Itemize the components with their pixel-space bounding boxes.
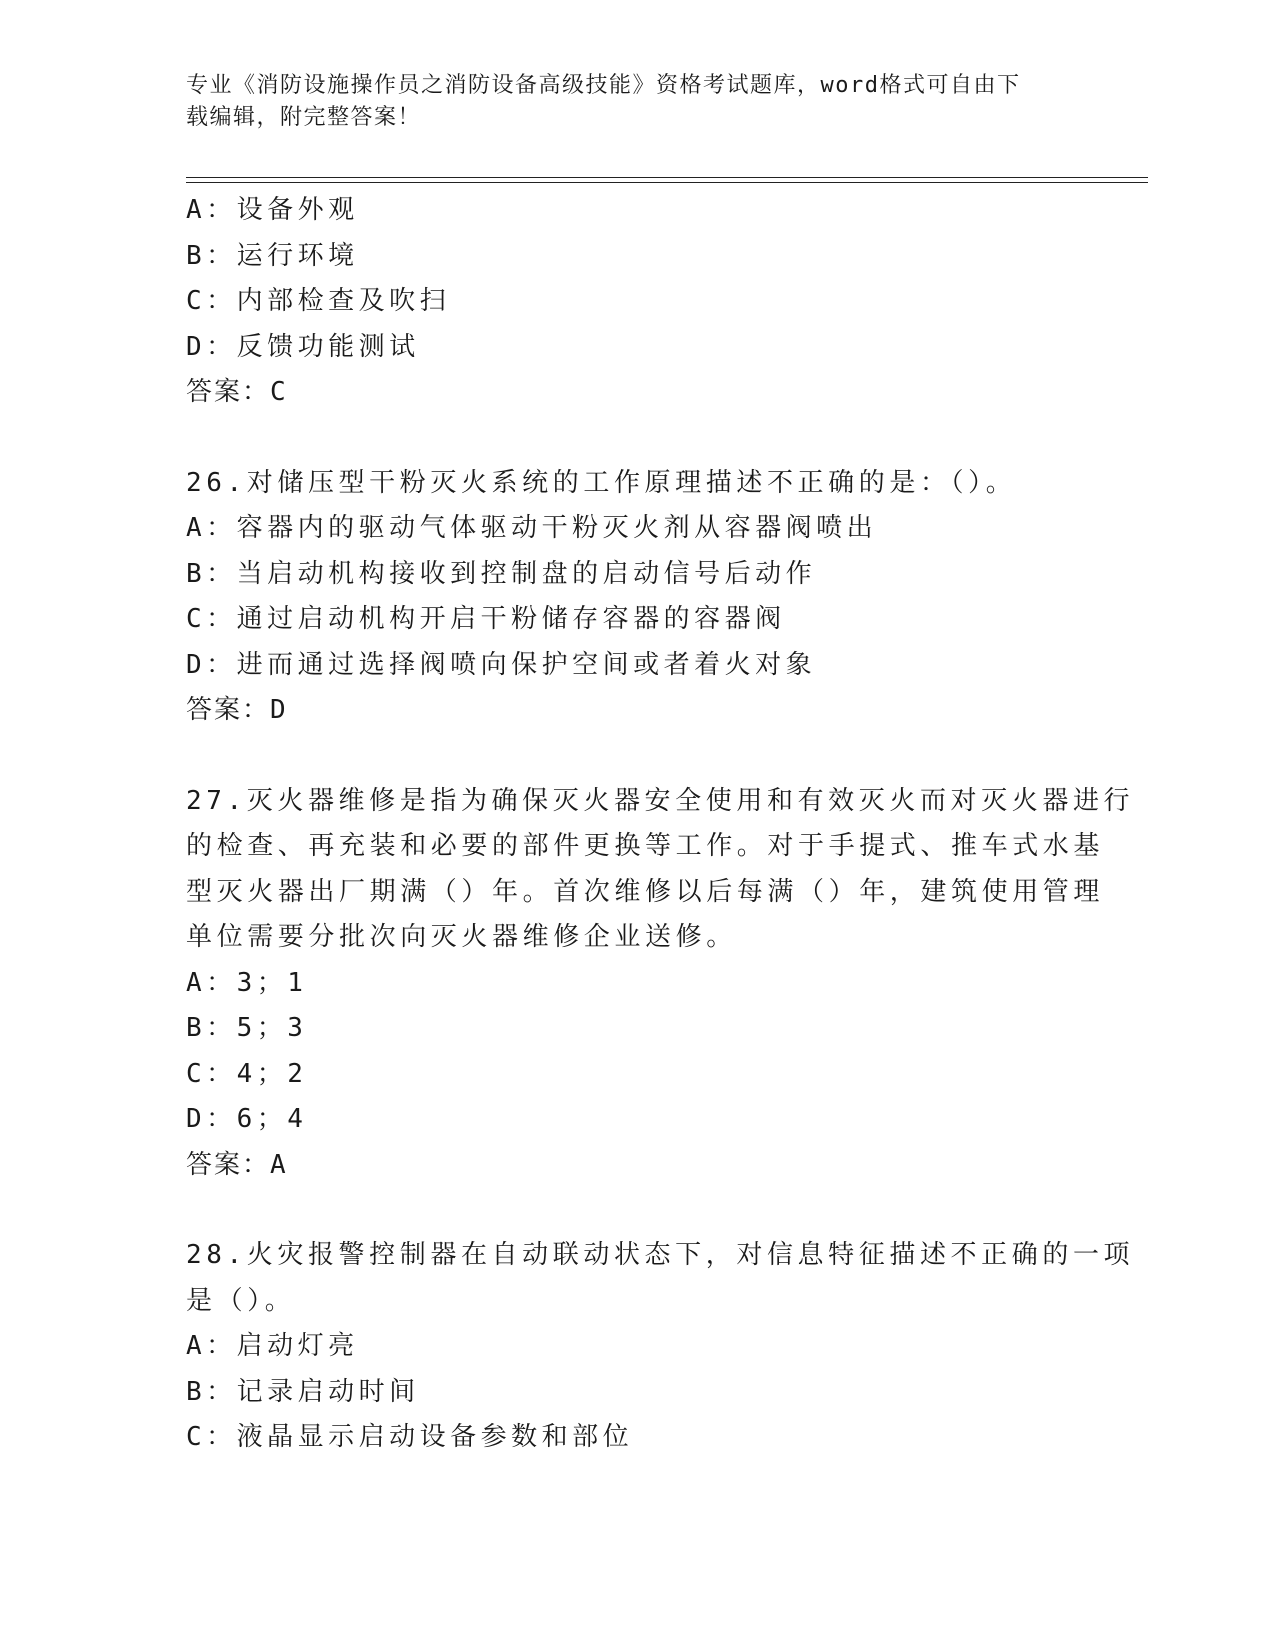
- option-b: B：记录启动时间: [186, 1376, 420, 1407]
- option-c: C：4；2: [186, 1058, 308, 1089]
- question-text-line-4: 单位需要分批次向灭火器维修企业送修。: [186, 922, 737, 952]
- answer: 答案：C: [186, 377, 288, 407]
- question-text-line-2: 的检查、再充装和必要的部件更换等工作。对于手提式、推车式水基: [186, 831, 1105, 861]
- question-text-line-3: 型灭火器出厂期满（）年。首次维修以后每满（）年，建筑使用管理: [186, 876, 1105, 907]
- option-c: C：液晶显示启动设备参数和部位: [186, 1422, 634, 1452]
- question-list: [186, 188, 1135, 1461]
- option-d: D：反馈功能测试: [186, 331, 420, 362]
- option-a: A：启动灯亮: [186, 1331, 359, 1361]
- option-b: B：当启动机构接收到控制盘的启动信号后动作: [186, 558, 817, 589]
- document-header: [186, 70, 1066, 134]
- question-text-line-1: 27.灭火器维修是指为确保灭火器安全使用和有效灭火而对灭火器进行: [186, 785, 1135, 816]
- option-b: B：运行环境: [186, 240, 359, 271]
- question-text-line-1: 28.火灾报警控制器在自动联动状态下，对信息特征描述不正确的一项: [186, 1240, 1135, 1270]
- answer: 答案：A: [186, 1149, 288, 1180]
- header-intro-line-2: 载编辑，附完整答案！: [186, 105, 422, 130]
- option-a: A：设备外观: [186, 195, 359, 225]
- option-a: A：3；1: [186, 967, 308, 998]
- question-text: 26.对储压型干粉灭火系统的工作原理描述不正确的是：（）。: [186, 467, 1017, 498]
- answer: 答案：D: [186, 695, 288, 725]
- option-b: B：5；3: [186, 1013, 308, 1043]
- question-25-tail: [186, 188, 1066, 416]
- header-rule-bottom: [186, 182, 1148, 183]
- option-a: A：容器内的驱动气体驱动干粉灭火剂从容器阀喷出: [186, 513, 878, 543]
- question-27: [186, 779, 1135, 1189]
- option-c: C：内部检查及吹扫: [186, 286, 451, 316]
- option-d: D：进而通过选择阀喷向保护空间或者着火对象: [186, 649, 817, 680]
- question-26: [186, 461, 1066, 734]
- question-28: [186, 1233, 1135, 1461]
- header-intro-line-1: 专业《消防设施操作员之消防设备高级技能》资格考试题库，word格式可自由下: [186, 73, 1021, 98]
- header-rule-top: [186, 177, 1148, 178]
- option-d: D：6；4: [186, 1104, 308, 1134]
- question-text-line-2: 是（）。: [186, 1285, 296, 1316]
- option-c: C：通过启动机构开启干粉储存容器的容器阀: [186, 604, 786, 634]
